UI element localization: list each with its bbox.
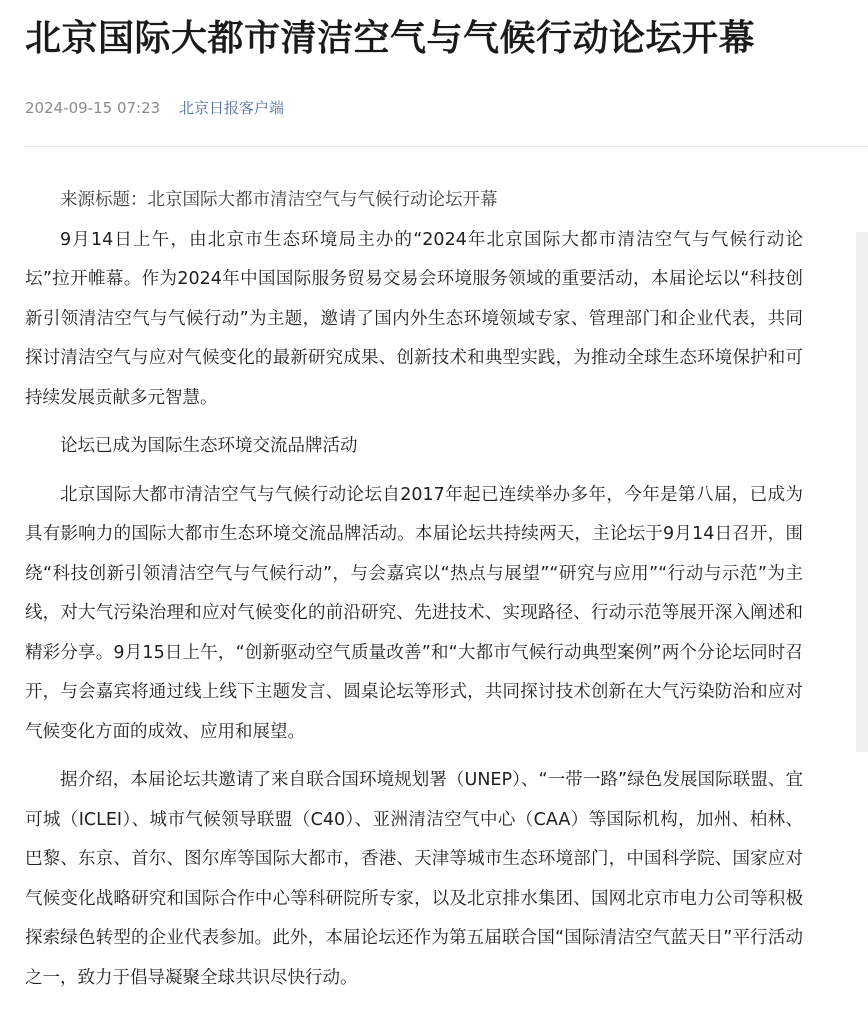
section-heading: 论坛已成为国际生态环境交流品牌活动 <box>60 436 358 456</box>
paragraph: 9月14日上午，由北京市生态环境局主办的“2024年北京国际大都市清洁空气与气候行动论坛”拉开帷幕。作为2024年中国国际服务贸易交易会环境服务领域的重要活动，本届论坛以“科技创新引领清洁空气与气候行动”为主题，邀请了国内外生态环境领域专家、管理部门和企业代表，共同探讨清洁空气与应对气候变化的最新研究成果、创新技术和典型实践，为推动全球生态环境保护和可持续发展贡献多元智慧。 <box>25 229 803 408</box>
header-divider <box>25 146 868 147</box>
paragraph: 据介绍，本届论坛共邀请了来自联合国环境规划署（UNEP）、“一带一路”绿色发展国际联盟、宜可城（ICLEI）、城市气候领导联盟（C40）、亚洲清洁空气中心（CAA）等国际机构，加州、柏林、巴黎、东京、首尔、图尔库等国际大都市，香港、天津等城市生态环境部门，中国科学院、国家应对气候变化战略研究和国际合作中心等科研院所专家，以及北京排水集团、国网北京市电力公司等积极探索绿色转型的企业代表参加。此外，本届论坛还作为第五届联合国“国际清洁空气蓝天日”平行活动之一，致力于倡导凝聚全球共识尽快行动。 <box>25 770 803 988</box>
source-title-paragraph: 来源标题：北京国际大都市清洁空气与气候行动论坛开幕 <box>60 190 498 210</box>
article-meta <box>25 96 284 120</box>
paragraph-gap <box>25 418 803 427</box>
scrollbar[interactable] <box>856 232 868 752</box>
article-body <box>25 181 803 998</box>
publish-date: 2024-09-15 07:23 <box>25 99 161 117</box>
paragraph-gap <box>25 467 803 476</box>
source-link[interactable]: 北京日报客户端 <box>178 99 284 117</box>
paragraph: 北京国际大都市清洁空气与气候行动论坛自2017年起已连续举办多年，今年是第八届，已成为具有影响力的国际大都市生态环境交流品牌活动。本届论坛共持续两天，主论坛于9月14日召开，围绕“科技创新引领清洁空气与气候行动”，与会嘉宾以“热点与展望”“研究与应用”“行动与示范”为主线，对大气污染治理和应对气候变化的前沿研究、先进技术、实现路径、行动示范等展开深入阐述和精彩分享。9月15日上午，“创新驱动空气质量改善”和“大都市气候行动典型案例”两个分论坛同时召开，与会嘉宾将通过线上线下主题发言、圆桌论坛等形式，共同探讨技术创新在大气污染防治和应对气候变化方面的成效、应用和展望。 <box>25 484 803 742</box>
article-title: 北京国际大都市清洁空气与气候行动论坛开幕 <box>25 18 756 59</box>
paragraph-gap <box>25 752 803 761</box>
